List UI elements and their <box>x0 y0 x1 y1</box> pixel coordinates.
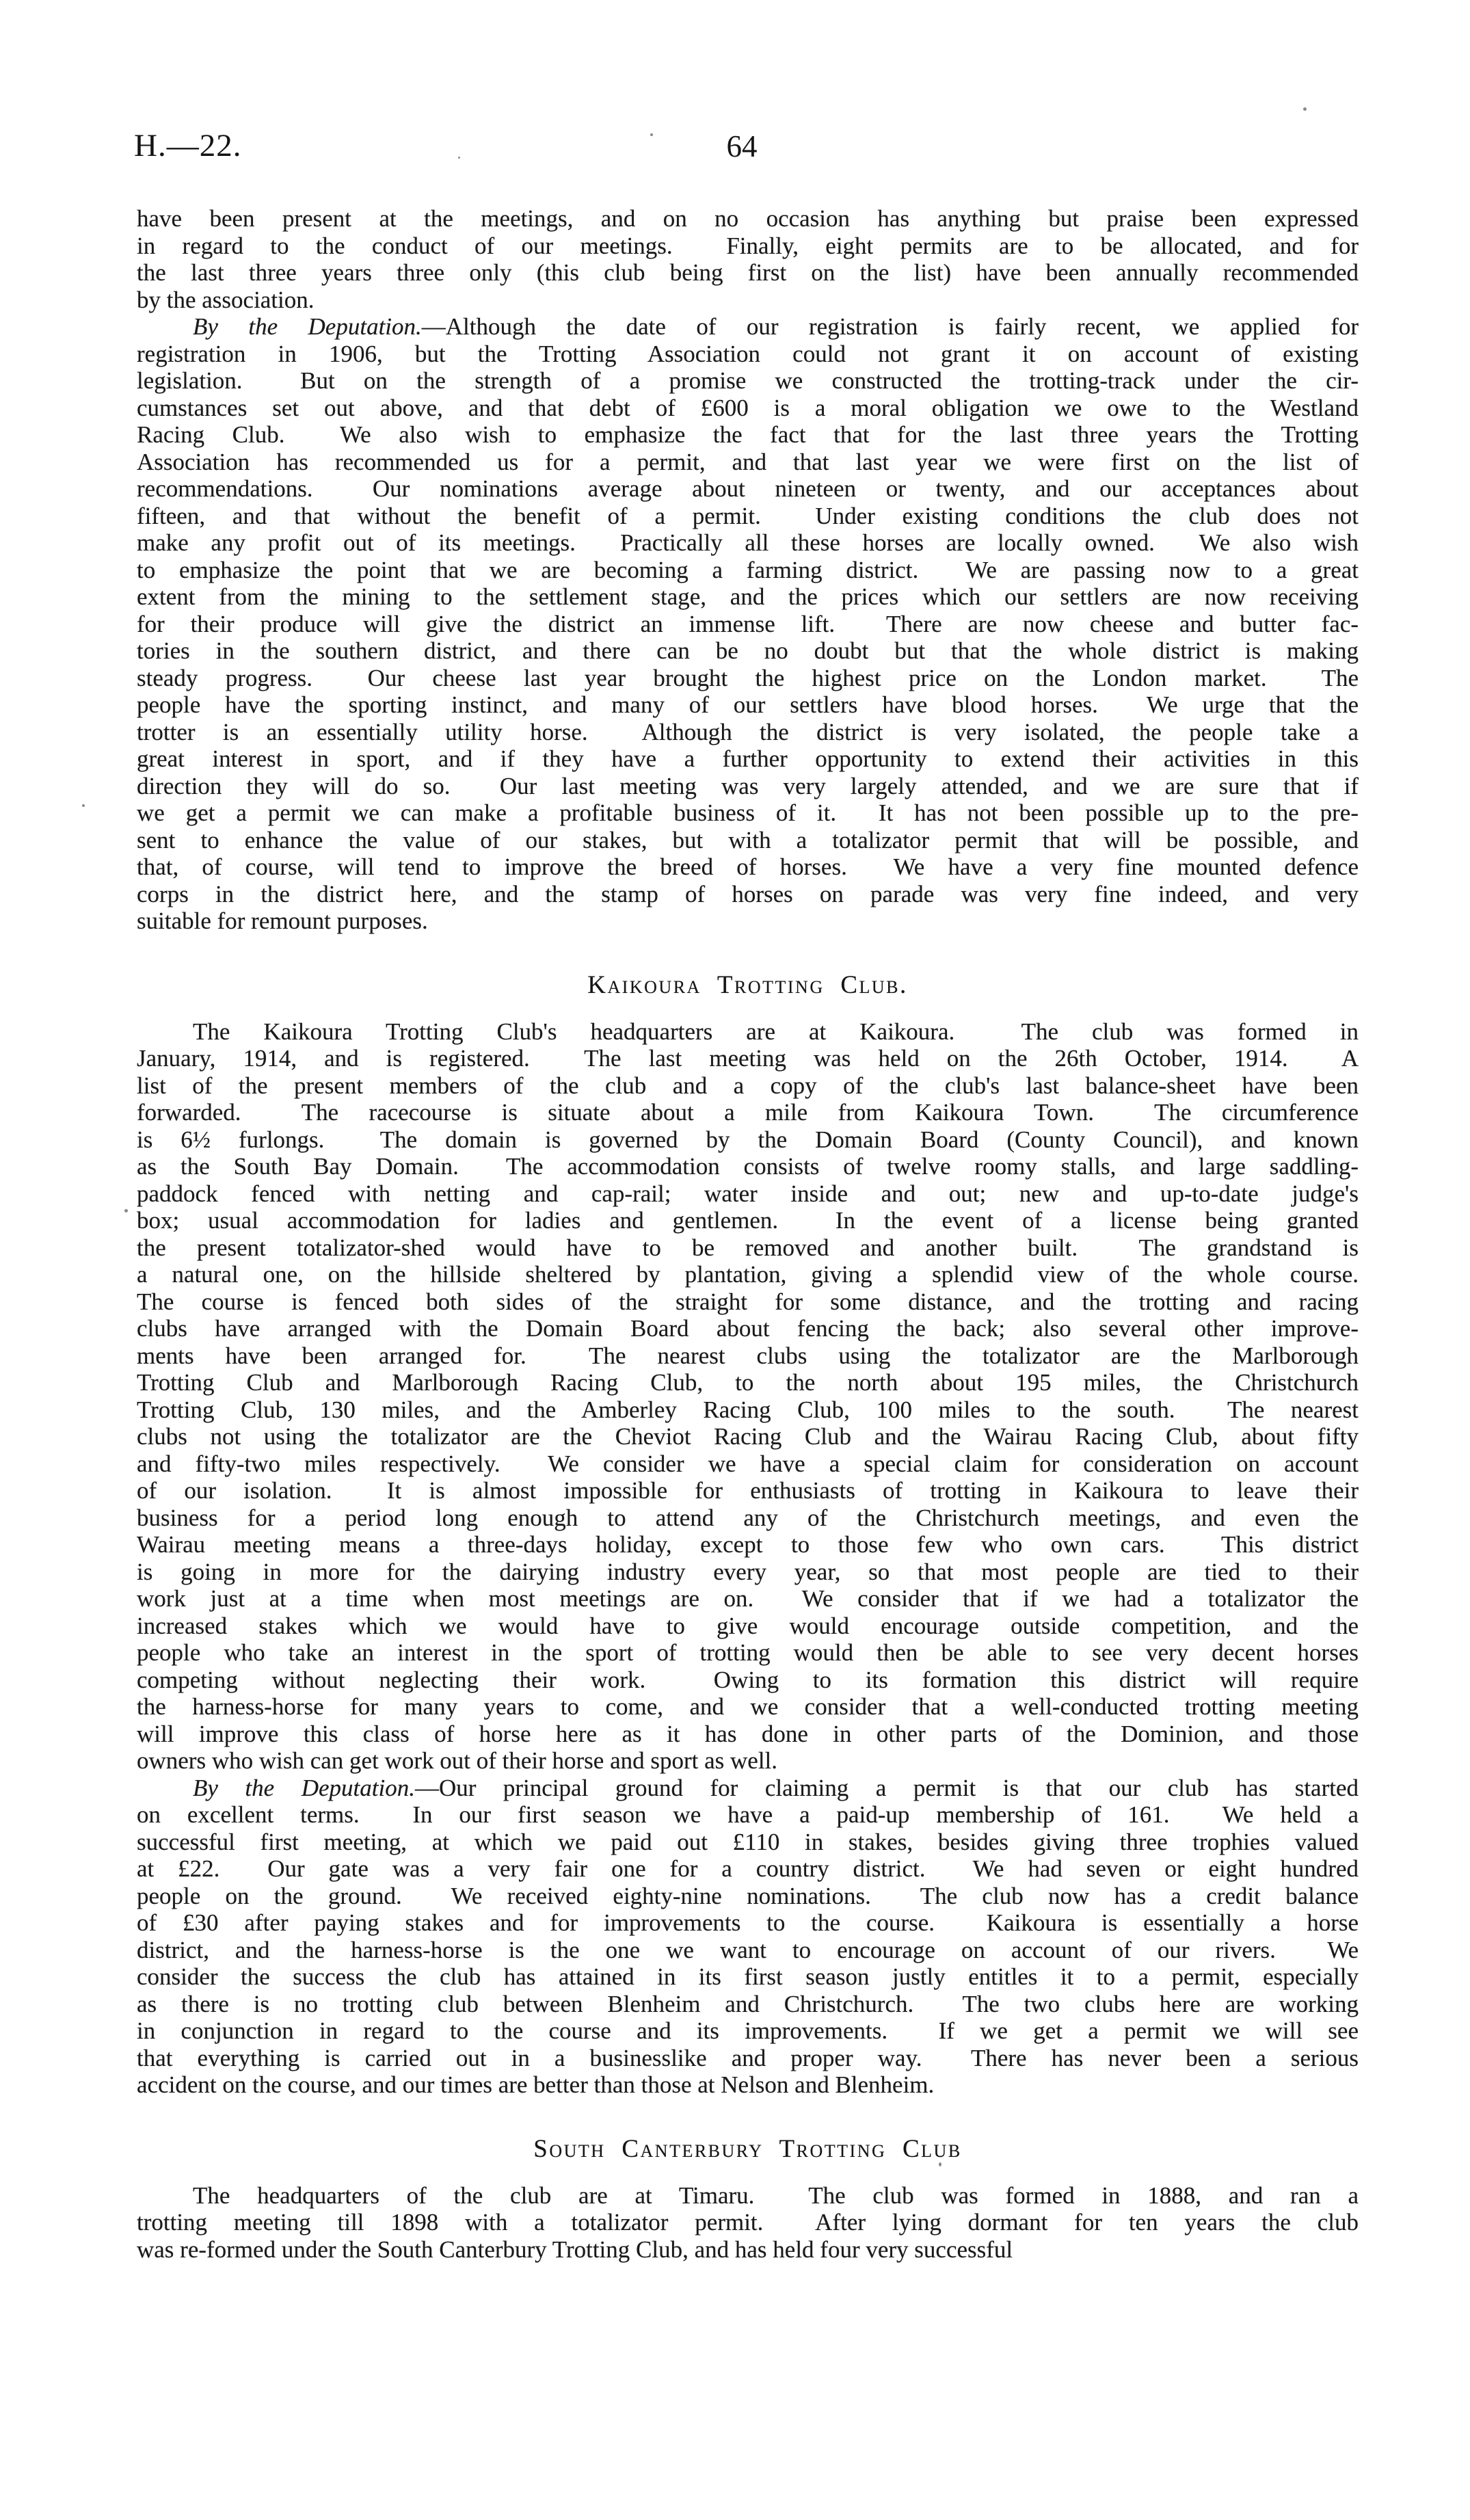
text-line: accident on the course, and our times are better than those at Nelson and Blenheim. <box>137 2071 935 2098</box>
section-heading: Kaikoura Trotting Club. <box>587 970 908 999</box>
text-line: by the association. <box>137 286 315 313</box>
text-line: Trotting Club, 130 miles, and the Amberley Racing Club, 100 miles to the south. The nearest <box>137 1396 1359 1423</box>
text-line: paddock fenced with netting and cap-rail; water inside and out; new and up-to-date judge's <box>137 1180 1359 1207</box>
text-line: registration in 1906, but the Trotting Association could not grant it on account of existing <box>137 340 1359 367</box>
text-line: By the Deputation.—Our principal ground for claiming a permit is that our club has started <box>193 1774 1359 1801</box>
text-line: owners who wish can get work out of their horse and sport as well. <box>137 1747 778 1774</box>
scan-artifact <box>939 2162 941 2166</box>
text-line: the last three years three only (this club being first on the list) have been annually recommended <box>137 259 1359 286</box>
text-line: to emphasize the point that we are becoming a farming district. We are passing now to a great <box>137 556 1359 583</box>
text-line: business for a period long enough to attend any of the Christchurch meetings, and even the <box>137 1504 1359 1531</box>
text-line: of £30 after paying stakes and for improvements to the course. Kaikoura is essentially a horse <box>137 1909 1359 1936</box>
text-line: a natural one, on the hillside sheltered by plantation, giving a splendid view of the whole course. <box>137 1261 1359 1288</box>
text-line: extent from the mining to the settlement stage, and the prices which our settlers are now receiving <box>137 583 1359 610</box>
text-line: Association has recommended us for a permit, and that last year we were first on the list of <box>137 448 1359 475</box>
text-line: sent to enhance the value of our stakes, but with a totalizator permit that will be possible, and <box>137 826 1359 853</box>
scan-artifact <box>650 133 653 136</box>
text-line: clubs have arranged with the Domain Board about fencing the back; also several other improve- <box>137 1315 1359 1342</box>
text-line: Trotting Club and Marlborough Racing Club, to the north about 195 miles, the Christchurch <box>137 1369 1359 1396</box>
text-line: clubs not using the totalizator are the Cheviot Racing Club and the Wairau Racing Club, about fifty <box>137 1423 1359 1450</box>
text-line: steady progress. Our cheese last year brought the highest price on the London market. The <box>137 664 1359 691</box>
paragraph <box>137 1018 1359 1775</box>
text-line: cumstances set out above, and that debt of £600 is a moral obligation we owe to the Westland <box>137 394 1359 421</box>
text-line: forwarded. The racecourse is situate about a mile from Kaikoura Town. The circumference <box>137 1099 1359 1126</box>
scan-artifact <box>458 157 460 159</box>
text-line: of our isolation. It is almost impossible for enthusiasts of trotting in Kaikoura to leave their <box>137 1477 1359 1504</box>
scan-artifact <box>124 1209 128 1212</box>
text-line: Racing Club. We also wish to emphasize the fact that for the last three years the Trotting <box>137 421 1359 448</box>
text-line: the present totalizator-shed would have to be removed and another built. The grandstand is <box>137 1234 1359 1261</box>
text-line: ments have been arranged for. The nearest clubs using the totalizator are the Marlborough <box>137 1342 1359 1369</box>
text-line: The course is fenced both sides of the straight for some distance, and the trotting and racing <box>137 1288 1359 1315</box>
text-line: The headquarters of the club are at Timaru. The club was formed in 1888, and ran a <box>193 2181 1359 2209</box>
text-line: will improve this class of horse here as it has done in other parts of the Dominion, and those <box>137 1720 1359 1747</box>
text-line: people have the sporting instinct, and many of our settlers have blood horses. We urge that the <box>137 691 1359 718</box>
text-line: as there is no trotting club between Blenheim and Christchurch. The two clubs here are working <box>137 1990 1359 2017</box>
page-number: 64 <box>726 129 758 163</box>
text-line: people who take an interest in the sport of trotting would then be able to see very decent horses <box>137 1639 1359 1666</box>
text-line: the harness-horse for many years to come, and we consider that a well-conducted trotting meeting <box>137 1693 1359 1720</box>
section-heading: South Canterbury Trotting Club <box>533 2134 962 2163</box>
scan-artifact <box>1303 107 1307 111</box>
text-line: have been present at the meetings, and on no occasion has anything but praise been expressed <box>137 205 1359 232</box>
paragraph-lead-italic: By the Deputation. <box>193 313 422 340</box>
text-line: January, 1914, and is registered. The last meeting was held on the 26th October, 1914. A <box>137 1045 1359 1072</box>
text-line: that everything is carried out in a businesslike and proper way. There has never been a serious <box>137 2044 1359 2071</box>
text-line: on excellent terms. In our first season we have a paid-up membership of 161. We held a <box>137 1801 1359 1828</box>
text-line: box; usual accommodation for ladies and gentlemen. In the event of a license being granted <box>137 1207 1359 1234</box>
text-line: By the Deputation.—Although the date of our registration is fairly recent, we applied for <box>193 313 1359 340</box>
text-line: is going in more for the dairying industry every year, so that most people are tied to their <box>137 1558 1359 1585</box>
text-line: that, of course, will tend to improve the breed of horses. We have a very fine mounted defence <box>137 853 1359 880</box>
text-line: successful first meeting, at which we paid out £110 in stakes, besides giving three trophies valued <box>137 1828 1359 1855</box>
text-line: for their produce will give the district an immense lift. There are now cheese and butter fac- <box>137 610 1359 637</box>
text-line: district, and the harness-horse is the one we want to encourage on account of our rivers. We <box>137 1936 1359 1963</box>
paragraph <box>137 2182 1359 2264</box>
text-line: as the South Bay Domain. The accommodation consists of twelve roomy stalls, and large saddling- <box>137 1153 1359 1180</box>
paragraph-lead-italic: By the Deputation. <box>193 1774 415 1801</box>
text-line: direction they will do so. Our last meeting was very largely attended, and we are sure that if <box>137 772 1359 799</box>
scan-artifact <box>82 804 85 807</box>
text-line: is 6½ furlongs. The domain is governed by the Domain Board (County Council), and known <box>137 1126 1359 1153</box>
text-line: make any profit out of its meetings. Practically all these horses are locally owned. We also wish <box>137 529 1359 556</box>
paragraph <box>137 313 1359 935</box>
text-line: increased stakes which we would have to give would encourage outside competition, and the <box>137 1612 1359 1639</box>
document-body <box>137 205 1359 2263</box>
paragraph <box>137 205 1359 313</box>
text-line: people on the ground. We received eighty-nine nominations. The club now has a credit balance <box>137 1882 1359 1909</box>
text-line: fifteen, and that without the benefit of a permit. Under existing conditions the club does not <box>137 502 1359 529</box>
text-line: and fifty-two miles respectively. We consider we have a special claim for consideration on account <box>137 1450 1359 1477</box>
text-line: suitable for remount purposes. <box>137 907 428 934</box>
text-line: consider the success the club has attained in its first season justly entitles it to a permit, especially <box>137 1963 1359 1990</box>
text-line: The Kaikoura Trotting Club's headquarters are at Kaikoura. The club was formed in <box>193 1018 1359 1045</box>
text-line: corps in the district here, and the stamp of horses on parade was very fine indeed, and very <box>137 880 1359 907</box>
text-line: trotter is an essentially utility horse. Although the district is very isolated, the people take a <box>137 718 1359 745</box>
text-line: Wairau meeting means a three-days holiday, except to those few who own cars. This district <box>137 1531 1359 1558</box>
text-line: in conjunction in regard to the course and its improvements. If we get a permit we will see <box>137 2017 1359 2044</box>
text-line: work just at a time when most meetings are on. We consider that if we had a totalizator the <box>137 1585 1359 1612</box>
text-line: at £22. Our gate was a very fair one for a country district. We had seven or eight hundred <box>137 1855 1359 1882</box>
report-number: H.—22. <box>134 128 242 163</box>
text-line: was re-formed under the South Canterbury Trotting Club, and has held four very successful <box>137 2236 1013 2263</box>
paragraph <box>137 1775 1359 2099</box>
text-line: tories in the southern district, and there can be no doubt but that the whole district is making <box>137 637 1359 664</box>
text-line: recommendations. Our nominations average about nineteen or twenty, and our acceptances about <box>137 475 1359 502</box>
text-line: great interest in sport, and if they have a further opportunity to extend their activities in this <box>137 745 1359 772</box>
text-line: trotting meeting till 1898 with a totalizator permit. After lying dormant for ten years the club <box>137 2209 1359 2236</box>
text-line: legislation. But on the strength of a promise we constructed the trotting-track under the cir- <box>137 367 1359 394</box>
text-line: list of the present members of the club and a copy of the club's last balance-sheet have been <box>137 1072 1359 1099</box>
text-line: we get a permit we can make a profitable business of it. It has not been possible up to the pre- <box>137 799 1359 826</box>
text-line: in regard to the conduct of our meetings. Finally, eight permits are to be allocated, and for <box>137 232 1359 259</box>
text-line: competing without neglecting their work. Owing to its formation this district will require <box>137 1666 1359 1693</box>
